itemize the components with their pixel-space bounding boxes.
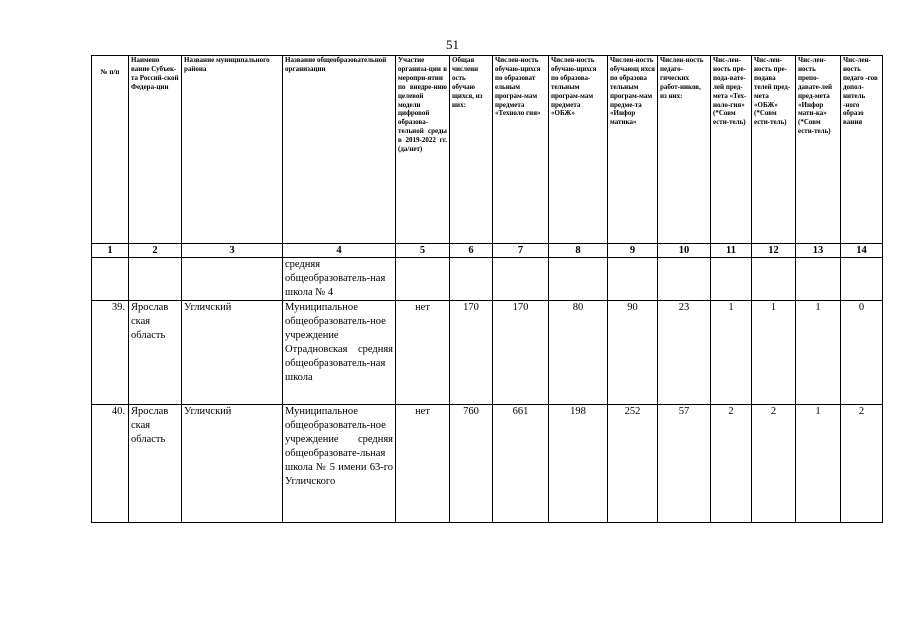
header-total-students: Общая численн ость обучаю щихся, из них: bbox=[450, 56, 493, 244]
row-number: 40. bbox=[92, 405, 129, 523]
teachers-informatics-cell: 1 bbox=[796, 301, 841, 405]
students-informatics-cell: 90 bbox=[608, 301, 658, 405]
teachers-obzh-cell: 1 bbox=[752, 301, 796, 405]
teachers-technology-cell: 1 bbox=[711, 301, 752, 405]
teachers-total-cell bbox=[658, 258, 711, 301]
page-number: 51 bbox=[446, 37, 459, 52]
column-number-row bbox=[92, 244, 883, 258]
teachers-obzh-cell: 2 bbox=[752, 405, 796, 523]
teachers-additional-cell bbox=[841, 258, 883, 301]
district-cell: Угличский bbox=[182, 301, 283, 405]
header-teachers-technology: Чис-лен-ность пре-пода-вате-лей пред-мета «Тех-ноло-гия» (*Совм ести-тель) bbox=[711, 56, 752, 244]
row-number: 39. bbox=[92, 301, 129, 405]
students-obzh-cell bbox=[549, 258, 608, 301]
column-number: 6 bbox=[450, 244, 493, 258]
students-technology-cell: 170 bbox=[493, 301, 549, 405]
column-number: 11 bbox=[711, 244, 752, 258]
header-students-obzh: Числен-ность обучаю-щихся по образова-тельным програм-мам предмета «ОБЖ» bbox=[549, 56, 608, 244]
column-number: 5 bbox=[396, 244, 450, 258]
students-obzh-cell: 80 bbox=[549, 301, 608, 405]
teachers-informatics-cell bbox=[796, 258, 841, 301]
header-teachers-additional: Чис-лен-ность педаго -гов допол-нитель -ного образо вания bbox=[841, 56, 883, 244]
region-cell: Ярослав ская область bbox=[129, 301, 182, 405]
teachers-obzh-cell bbox=[752, 258, 796, 301]
participation-cell: нет bbox=[396, 301, 450, 405]
total-students-cell bbox=[450, 258, 493, 301]
teachers-total-cell: 57 bbox=[658, 405, 711, 523]
header-teachers-total: Числен-ность педаго-гических работ-ников, из них: bbox=[658, 56, 711, 244]
header-students-informatics: Числен-ность обучающ ихся по образова тельным програм-мам предме-та «Инфор матика» bbox=[608, 56, 658, 244]
header-district: Название муниципального района bbox=[182, 56, 283, 244]
district-cell: Угличский bbox=[182, 405, 283, 523]
column-number: 8 bbox=[549, 244, 608, 258]
column-number: 7 bbox=[493, 244, 549, 258]
table-row bbox=[92, 301, 883, 405]
column-number: 14 bbox=[841, 244, 883, 258]
table-row bbox=[92, 258, 883, 301]
column-number: 9 bbox=[608, 244, 658, 258]
participation-cell bbox=[396, 258, 450, 301]
table-row bbox=[92, 405, 883, 523]
organization-cell: Муниципальное общеобразователь-ное учреждение Отрадновская средняя общеобразователь-ная школа bbox=[283, 301, 396, 405]
column-number: 1 bbox=[92, 244, 129, 258]
schools-table bbox=[91, 55, 883, 523]
header-teachers-obzh: Чис-лен-ность пре-подава телей пред-мета «ОБЖ» (*Совм ести-тель) bbox=[752, 56, 796, 244]
teachers-total-cell: 23 bbox=[658, 301, 711, 405]
teachers-technology-cell bbox=[711, 258, 752, 301]
table-header-row bbox=[92, 56, 883, 244]
header-organization: Название общеобразовательной организации bbox=[283, 56, 396, 244]
column-number: 2 bbox=[129, 244, 182, 258]
students-obzh-cell: 198 bbox=[549, 405, 608, 523]
column-number: 12 bbox=[752, 244, 796, 258]
row-number bbox=[92, 258, 129, 301]
district-cell bbox=[182, 258, 283, 301]
region-cell: Ярослав ская область bbox=[129, 405, 182, 523]
teachers-additional-cell: 2 bbox=[841, 405, 883, 523]
students-informatics-cell: 252 bbox=[608, 405, 658, 523]
header-region: Наимено вание Субъек-та Россий-ской Федера-ции bbox=[129, 56, 182, 244]
header-participation: Участие организа-ции в меропри-ятии по внедре-нию целевой модели цифровой образова-тельной среды в 2019-2022 гг. (да/нет) bbox=[396, 56, 450, 244]
students-informatics-cell bbox=[608, 258, 658, 301]
teachers-additional-cell: 0 bbox=[841, 301, 883, 405]
header-teachers-informatics: Чис-лен-ность препо-давате-лей пред-мета «Инфор мати-ка» (*Совм ести-тель) bbox=[796, 56, 841, 244]
column-number: 13 bbox=[796, 244, 841, 258]
total-students-cell: 170 bbox=[450, 301, 493, 405]
organization-cell: Муниципальное общеобразователь-ное учреждение средняя общеобразовате-льная школа № 5 имени 63-го Угличского bbox=[283, 405, 396, 523]
column-number: 4 bbox=[283, 244, 396, 258]
region-cell bbox=[129, 258, 182, 301]
teachers-technology-cell: 2 bbox=[711, 405, 752, 523]
total-students-cell: 760 bbox=[450, 405, 493, 523]
students-technology-cell bbox=[493, 258, 549, 301]
students-technology-cell: 661 bbox=[493, 405, 549, 523]
column-number: 10 bbox=[658, 244, 711, 258]
header-row-number: № п/п bbox=[92, 56, 129, 244]
column-number: 3 bbox=[182, 244, 283, 258]
organization-cell: средняя общеобразователь-ная школа № 4 bbox=[283, 258, 396, 301]
teachers-informatics-cell: 1 bbox=[796, 405, 841, 523]
header-students-technology: Числен-ность обучаю-щихся по образоват ельным програм-мам предмета «Техноло гия» bbox=[493, 56, 549, 244]
participation-cell: нет bbox=[396, 405, 450, 523]
